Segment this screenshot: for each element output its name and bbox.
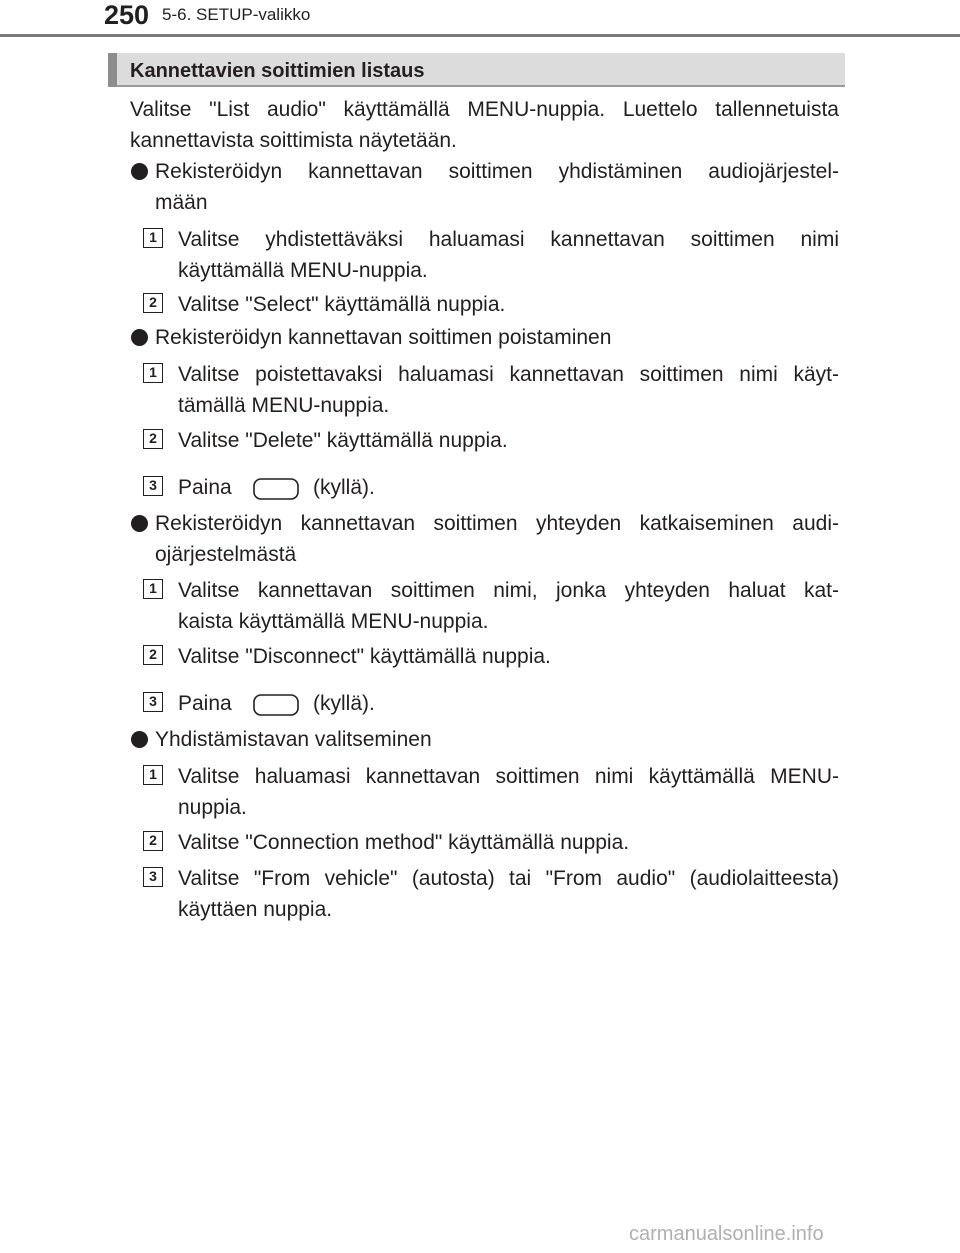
intro-paragraph xyxy=(130,94,839,156)
bullet-text: ojärjestelmästä xyxy=(155,543,297,566)
bullet-text: mään xyxy=(155,191,208,214)
step-badge: 1 xyxy=(143,765,163,785)
step-line: käyttämällä MENU-nuppia. xyxy=(178,259,428,282)
step-text xyxy=(178,641,839,672)
bullet-text: Yhdistämistavan valitseminen xyxy=(155,728,432,751)
step-text xyxy=(178,761,839,823)
bullet-item xyxy=(155,508,839,570)
bullet-text: Rekisteröidyn kannettavan soittimen yhdistäminen audiojärjestel- xyxy=(155,160,839,183)
step-line: Valitse haluamasi kannettavan soittimen nimi käyttämällä MENU- xyxy=(178,765,839,788)
step-line: Valitse "Delete" käyttämällä nuppia. xyxy=(178,429,508,452)
step-text xyxy=(178,289,839,320)
section-title-accent xyxy=(108,53,117,87)
step-line: käyttäen nuppia. xyxy=(178,898,333,921)
header-rule xyxy=(0,34,960,37)
step-text xyxy=(178,359,839,421)
step-line: Valitse yhdistettäväksi haluamasi kannettavan soittimen nimi xyxy=(178,228,839,251)
step-text: (kyllä). xyxy=(313,692,375,715)
step-badge: 2 xyxy=(143,831,163,851)
step-text xyxy=(178,827,839,858)
bullet-dot-icon xyxy=(131,329,148,346)
step-badge: 1 xyxy=(143,579,163,599)
step-line: Valitse "From vehicle" (autosta) tai "From audio" (audiolaitteesta) xyxy=(178,867,839,890)
step-badge: 3 xyxy=(143,692,163,712)
step-badge: 3 xyxy=(143,867,163,887)
step-text: Paina xyxy=(178,692,232,715)
bullet-item xyxy=(155,156,839,218)
section-title: Kannettavien soittimien listaus xyxy=(130,60,425,82)
bullet-item xyxy=(155,724,839,755)
step-text xyxy=(178,863,839,925)
bullet-text: Rekisteröidyn kannettavan soittimen poistaminen xyxy=(155,326,612,349)
bullet-dot-icon xyxy=(131,163,148,180)
step-text: (kyllä). xyxy=(313,476,375,499)
page-number: 250 xyxy=(104,0,150,30)
step-line: Valitse "Disconnect" käyttämällä nuppia. xyxy=(178,645,551,668)
step-text xyxy=(178,425,839,456)
step-badge: 2 xyxy=(143,293,163,313)
step-line: kaista käyttämällä MENU-nuppia. xyxy=(178,610,489,633)
bullet-text: Rekisteröidyn kannettavan soittimen yhteyden katkaiseminen audi- xyxy=(155,512,839,535)
bullet-dot-icon xyxy=(131,515,148,532)
step-text xyxy=(178,575,839,637)
step-badge: 1 xyxy=(143,363,163,383)
step-line: Valitse "Select" käyttämällä nuppia. xyxy=(178,293,506,316)
section-label: 5-6. SETUP-valikko xyxy=(162,5,311,24)
step-line: nuppia. xyxy=(178,796,247,819)
step-line: Valitse poistettavaksi haluamasi kannettavan soittimen nimi käyt- xyxy=(178,363,839,386)
step-badge: 2 xyxy=(143,429,163,449)
button-icon xyxy=(253,478,299,500)
step-text: Paina xyxy=(178,476,232,499)
step-line: Valitse "Connection method" käyttämällä nuppia. xyxy=(178,831,630,854)
step-line: Valitse kannettavan soittimen nimi, jonka yhteyden haluat kat- xyxy=(178,579,839,602)
button-icon xyxy=(253,694,299,716)
step-text xyxy=(178,224,839,286)
intro-line: kannettavista soittimista näytetään. xyxy=(130,129,457,152)
intro-line: Valitse "List audio" käyttämällä MENU-nuppia. Luettelo tallennetuista xyxy=(130,98,839,121)
watermark: carmanualsonline.info xyxy=(629,1223,824,1245)
step-line: tämällä MENU-nuppia. xyxy=(178,394,390,417)
bullet-dot-icon xyxy=(131,731,148,748)
step-badge: 3 xyxy=(143,476,163,496)
step-badge: 2 xyxy=(143,645,163,665)
step-badge: 1 xyxy=(143,228,163,248)
bullet-item xyxy=(155,322,839,353)
